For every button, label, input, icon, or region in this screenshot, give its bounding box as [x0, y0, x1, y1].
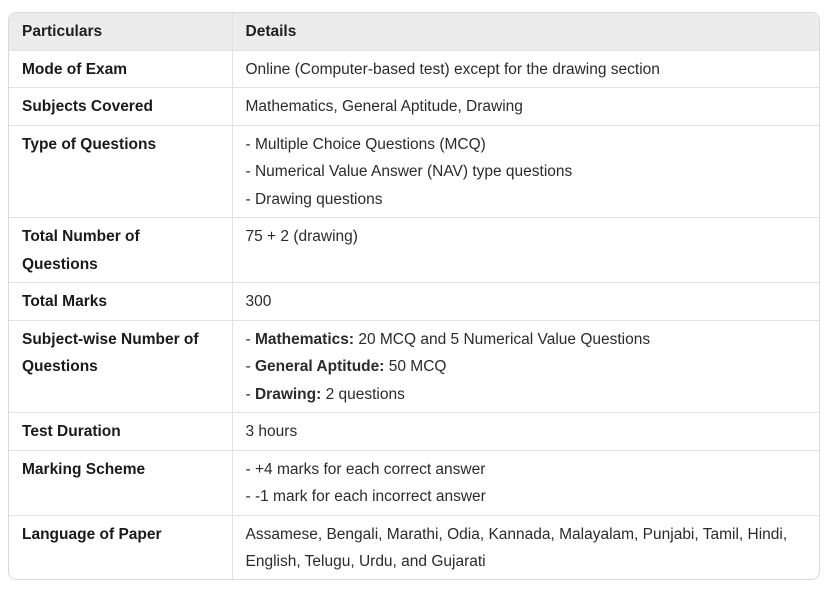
detail-line	[246, 326, 807, 354]
exam-details-table	[9, 13, 819, 580]
row-label: Language of Paper	[22, 525, 162, 543]
row-label: Type of Questions	[9, 125, 232, 218]
subject-name: Drawing:	[254, 385, 322, 403]
detail-line: - +4 marks for each correct answer	[245, 460, 486, 478]
detail-line: Online (Computer-based test) except for the drawing section	[245, 60, 660, 78]
detail-line: - Drawing questions	[245, 190, 383, 208]
row-detail	[232, 450, 819, 515]
detail-line: - Numerical Value Answer (NAV) type questions	[245, 163, 573, 180]
detail-line	[246, 381, 807, 409]
table-row	[9, 450, 819, 515]
bullet-prefix: -	[245, 358, 255, 375]
table-row	[9, 320, 819, 413]
table-header-row	[9, 13, 819, 50]
row-detail	[232, 320, 819, 413]
subject-count: 50 MCQ	[384, 358, 447, 375]
row-detail	[232, 88, 819, 126]
exam-details-table-container	[8, 12, 820, 580]
detail-line: - Multiple Choice Questions (MCQ)	[245, 135, 486, 153]
table-row	[9, 413, 819, 451]
table-row	[9, 50, 819, 88]
row-detail	[232, 283, 819, 321]
detail-line	[246, 353, 807, 381]
detail-line: 300	[245, 293, 272, 310]
row-label: Total Marks	[9, 283, 232, 321]
subject-count: 2 questions	[321, 385, 405, 403]
table-row	[9, 218, 819, 283]
row-label: Marking Scheme	[9, 450, 232, 515]
subject-name: General Aptitude:	[254, 358, 385, 375]
table-row	[9, 283, 819, 321]
row-label: Mode of Exam	[9, 50, 232, 88]
header-particulars: Particulars	[9, 13, 232, 50]
row-detail	[232, 125, 819, 218]
row-label: Test Duration	[9, 413, 232, 451]
detail-line: Assamese, Bengali, Marathi, Odia, Kannada, Malayalam, Punjabi, Tamil, Hindi, English, Telugu, Urdu, and Gujarati	[245, 525, 788, 570]
header-details: Details	[232, 13, 819, 50]
row-detail	[232, 218, 819, 283]
subject-name: Mathematics:	[254, 330, 355, 348]
detail-line: 3 hours	[245, 423, 298, 440]
table-row	[9, 88, 819, 126]
row-label: Total Number of Questions	[9, 218, 232, 283]
table-row	[9, 515, 819, 580]
bullet-prefix: -	[245, 385, 255, 403]
detail-line: Mathematics, General Aptitude, Drawing	[245, 98, 523, 115]
detail-line: 75 + 2 (drawing)	[245, 228, 358, 245]
row-label: Subject-wise Number of Questions	[9, 320, 232, 413]
bullet-prefix: -	[245, 330, 255, 348]
row-detail	[232, 413, 819, 451]
table-row	[9, 125, 819, 218]
subject-count: 20 MCQ and 5 Numerical Value Questions	[354, 330, 651, 348]
detail-line: - -1 mark for each incorrect answer	[245, 488, 486, 505]
row-detail	[232, 50, 819, 88]
row-label: Subjects Covered	[9, 88, 232, 126]
row-detail	[232, 515, 819, 580]
